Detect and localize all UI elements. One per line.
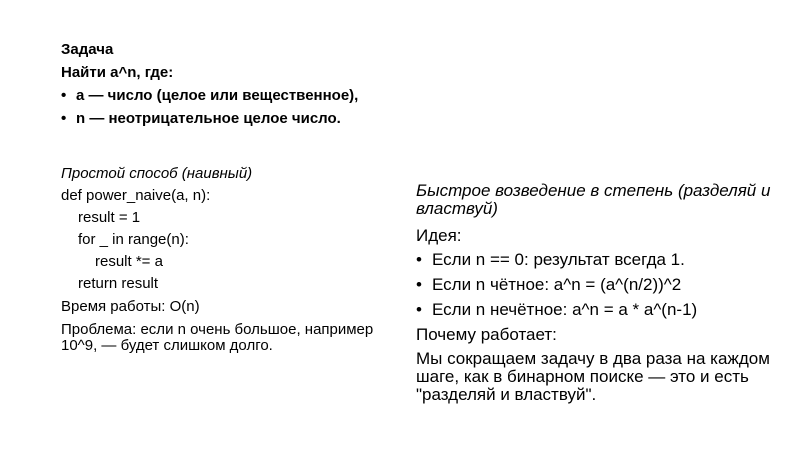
naive-runtime: Время работы: O(n) bbox=[61, 298, 200, 315]
fast-bullet-odd: • Если n нечётное: a^n = a * a^(n-1) bbox=[416, 297, 786, 322]
code-line-init: result = 1 bbox=[78, 209, 141, 226]
fast-bullets bbox=[416, 247, 786, 322]
fast-bullet-zero: • Если n == 0: результат всегда 1. bbox=[416, 247, 786, 272]
task-bullet-a: • a — число (целое или вещественное), bbox=[61, 84, 401, 107]
why-explanation: Мы сокращаем задачу в два раза на каждом шаге, как в бинарном поиске — это и есть "разделяй и властвуй". bbox=[416, 349, 770, 404]
why-label: Почему работает: bbox=[416, 325, 557, 344]
code-line-multiply: result *= a bbox=[95, 253, 163, 270]
idea-label: Идея: bbox=[416, 226, 462, 245]
task-bullet-n: • n — неотрицательное целое число. bbox=[61, 107, 401, 130]
fast-bullet-even: • Если n чётное: a^n = (a^(n/2))^2 bbox=[416, 272, 786, 297]
naive-method-title: Простой способ (наивный) bbox=[61, 165, 253, 182]
task-heading: Задача bbox=[61, 41, 114, 58]
naive-problem: Проблема: если n очень большое, например 10^9, — будет слишком долго. bbox=[61, 321, 374, 354]
task-statement: Найти a^n, где: bbox=[61, 64, 174, 81]
left-column bbox=[61, 38, 401, 354]
fast-method-title: Быстрое возведение в степень (разделяй и властвуй) bbox=[416, 181, 771, 218]
code-line-def: def power_naive(a, n): bbox=[61, 187, 211, 204]
right-column bbox=[416, 182, 786, 404]
code-line-return: return result bbox=[78, 275, 159, 292]
task-bullets bbox=[61, 84, 401, 130]
naive-code-block bbox=[61, 185, 401, 295]
code-line-loop: for _ in range(n): bbox=[78, 231, 189, 248]
